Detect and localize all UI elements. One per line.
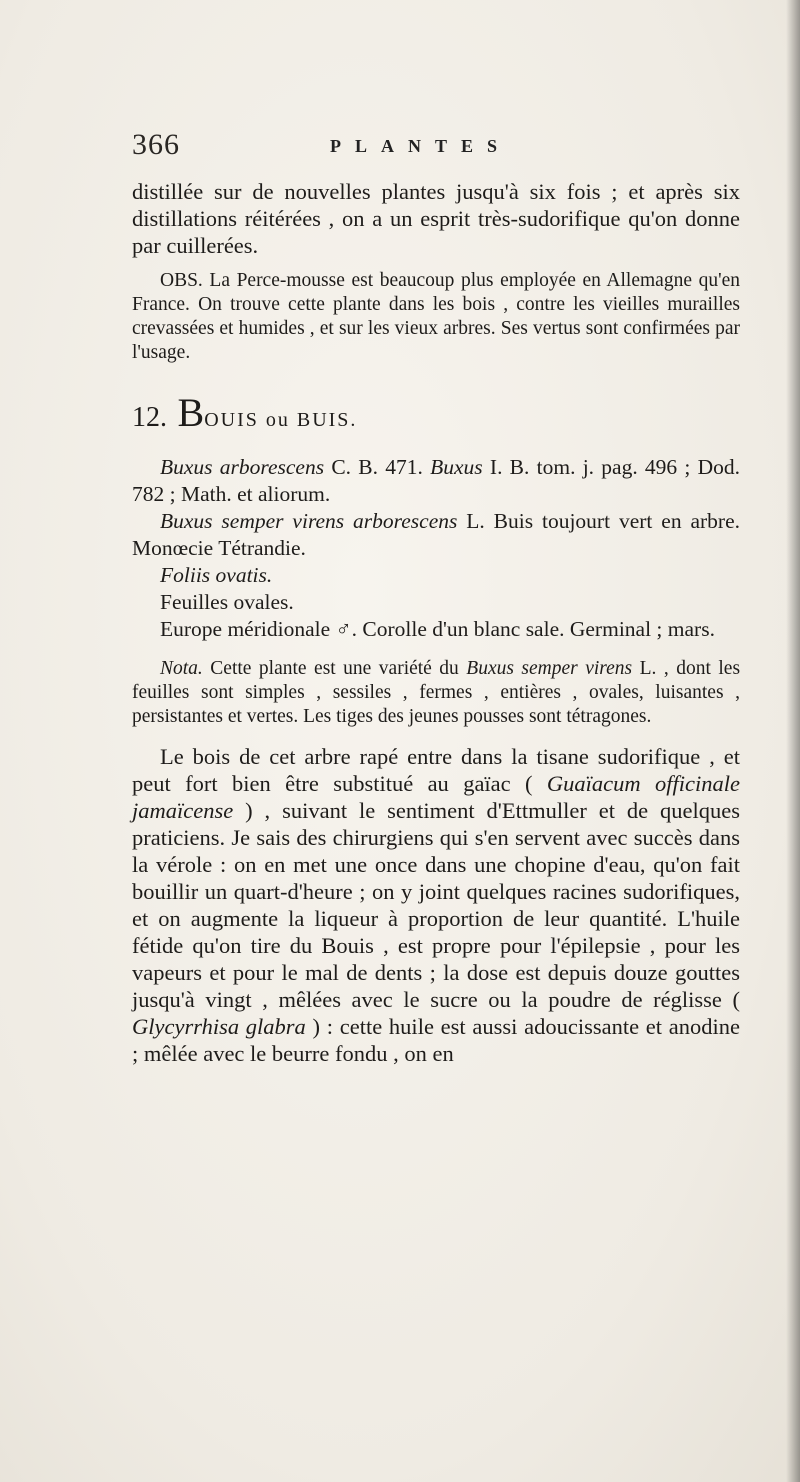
main-text: ) , suivant le sentiment d'Ettmuller et de quelques praticiens. Je sais des chirurgiens qui s'en servent avec succès dans la vérole : on en met une once dans une chopine d'eau, qu'on fait bouillir un quart-d'heure ; on y joint quelques racines sudorifiques, et on augmente la liqueur à proportion de leur quantité. L'huile fétide qu'on tire du Bouis , est propre pour l'épilepsie , pour les vapeurs et pour le mal de dents ; la dose est depuis douze gouttes jusqu'à vingt , mêlées avec le sucre ou la poudre de réglisse ( [132,798,741,1012]
page-edge-shadow [786,0,800,1482]
intro-paragraph: distillée sur de nouvelles plantes jusqu'à six fois ; et après six distillations réitérées , on a un esprit très-sudorifique qu'on donne par cuillerées. [132,179,740,258]
leaves: Feuilles ovales. [160,590,294,614]
running-title: PLANTES [330,136,512,156]
reference: C. B. 471. [331,455,423,479]
page-text [132,178,740,1067]
latin-name: Glycyrrhisa glabra [132,1014,306,1039]
nota-text: Cette plante est une variété du [210,658,459,679]
latin-name: Guaïacum officinale jamaïcense [132,771,741,823]
section-heading [132,390,740,440]
latin-name: Buxus semper virens [466,658,633,679]
nota-text: L. , dont les feuilles sont simples , sessiles , fermes , entières , ovales, luisantes , persistantes et vertes. Les tiges des jeunes pousses sont tétragones. [132,658,741,727]
synonym-2 [132,508,740,562]
latin-name: Buxus semper virens arborescens [160,509,458,533]
page-header [132,128,740,168]
classification: L. Buis toujourt vert en arbre. Monœcie Tétrandie. [132,509,740,560]
obs-paragraph: OBS. La Perce-mousse est beaucoup plus employée en Allemagne qu'en France. On trouve cette plante dans les bois , contre les vieilles murailles crevassées et humides , et sur les vieux arbres. Ses vertus sont confirmées par l'usage. [132,270,740,363]
nota-label: Nota. [160,658,203,679]
section-title: OUIS ou BUIS. [204,409,358,431]
page-number: 366 [132,128,180,161]
main-text: Le bois de cet arbre rapé entre dans la tisane sudorifique , et peut fort bien être substitué au gaïac ( [132,744,740,796]
latin-name: Buxus [430,455,483,479]
reference: I. B. tom. j. pag. 496 ; Dod. 782 ; Math. et aliorum. [132,455,741,506]
distribution: Europe méridionale ♂. Corolle d'un blanc sale. Germinal ; mars. [160,617,715,641]
section-number: 12. [132,402,167,433]
nota-paragraph [132,657,740,729]
main-text: ) : cette huile est aussi adoucissante et anodine ; mêlée avec le beurre fondu , on en [132,1014,740,1066]
synonym-1 [132,454,740,508]
section-initial: B [177,390,205,435]
latin-leaves: Foliis ovatis. [160,563,273,587]
latin-name: Buxus arborescens [160,455,325,479]
main-paragraph [132,743,740,1067]
